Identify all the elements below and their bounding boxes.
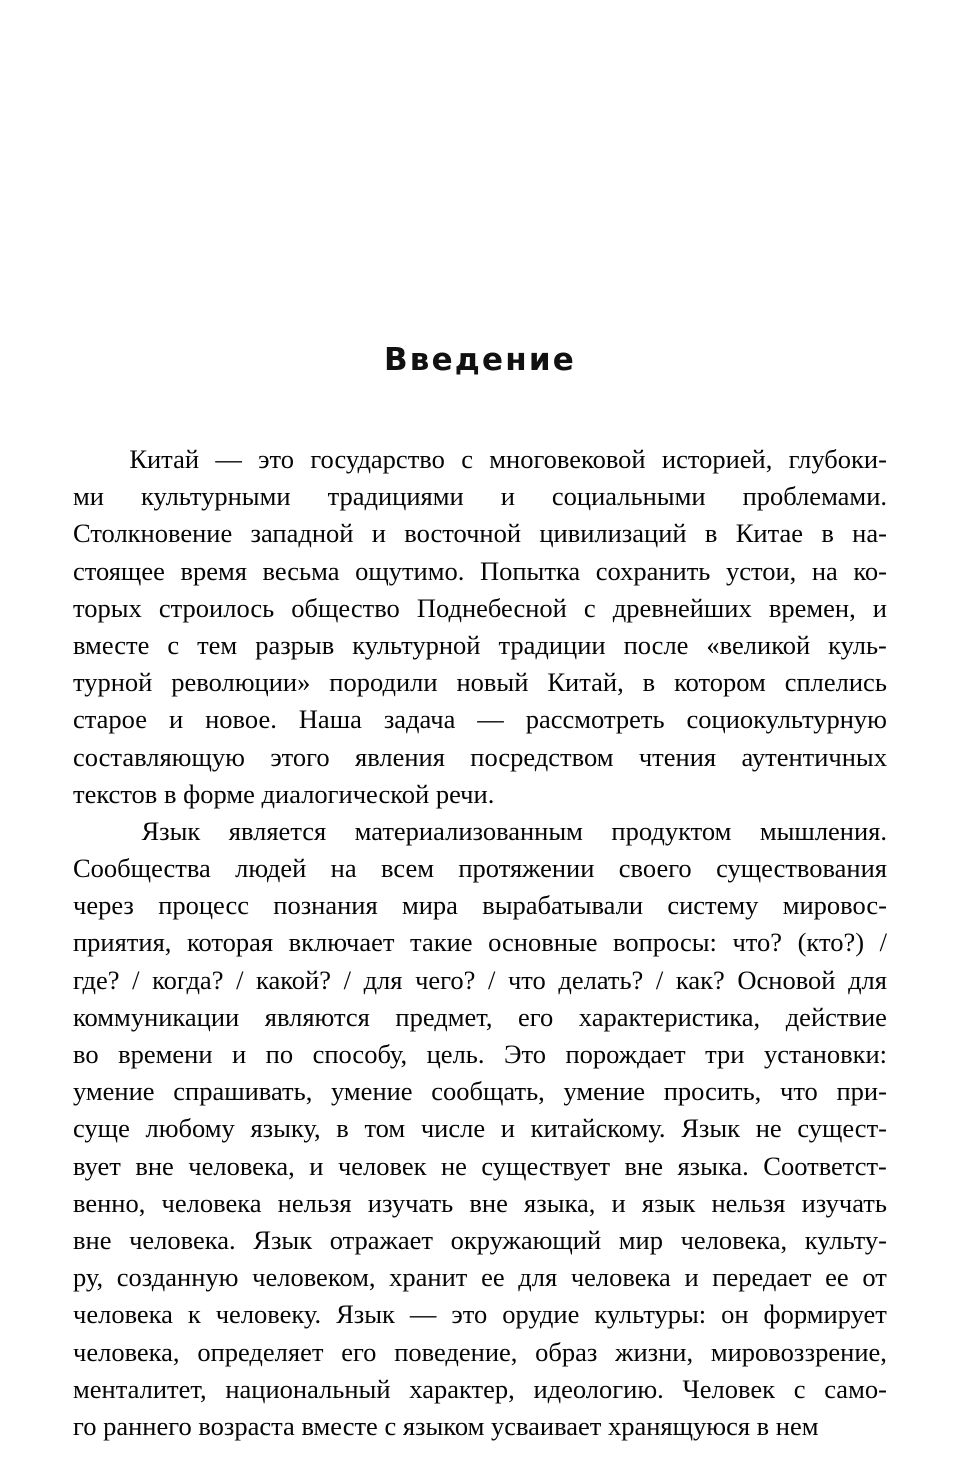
word: культурной bbox=[352, 629, 481, 660]
word: общество bbox=[291, 592, 400, 623]
word: историей, bbox=[661, 444, 773, 474]
word: человек bbox=[337, 1150, 427, 1181]
word: действие bbox=[785, 1001, 887, 1032]
word: три bbox=[705, 1039, 745, 1069]
paragraph-1 bbox=[73, 441, 887, 813]
word: / bbox=[655, 964, 664, 995]
word: Язык bbox=[681, 1113, 741, 1144]
word: государство bbox=[310, 444, 445, 474]
word: чего? bbox=[415, 964, 476, 995]
word: с bbox=[583, 592, 596, 623]
word: при- bbox=[836, 1076, 887, 1107]
word: торых bbox=[73, 592, 142, 623]
word: всем bbox=[381, 853, 434, 884]
word: его bbox=[518, 1001, 554, 1032]
word: человека, bbox=[188, 1150, 295, 1181]
word: и bbox=[231, 1039, 247, 1069]
word: просить, bbox=[663, 1076, 762, 1107]
word: на- bbox=[852, 518, 887, 549]
word: образ bbox=[535, 1336, 598, 1367]
word: поведение, bbox=[394, 1336, 518, 1367]
word: ее bbox=[481, 1262, 505, 1293]
word: человека. bbox=[129, 1224, 236, 1255]
word: установки: bbox=[763, 1039, 887, 1069]
word: диалогической bbox=[261, 778, 436, 809]
word: сохранить bbox=[595, 555, 711, 586]
word: текстов bbox=[73, 778, 164, 809]
word: хранит bbox=[389, 1262, 468, 1293]
word: языка, bbox=[524, 1187, 596, 1218]
word: Человек bbox=[682, 1373, 775, 1404]
word: человеком, bbox=[252, 1262, 376, 1293]
word: к bbox=[187, 1299, 201, 1330]
word: разрыв bbox=[255, 629, 335, 660]
word: мировос- bbox=[782, 890, 887, 921]
word: старое bbox=[73, 704, 148, 735]
word: что bbox=[780, 1076, 818, 1107]
word: / bbox=[879, 927, 887, 958]
word: Сообщества bbox=[73, 853, 211, 884]
text-line bbox=[73, 1371, 887, 1408]
word: и bbox=[500, 1113, 515, 1144]
word: языка. bbox=[677, 1150, 749, 1181]
word: окружающий bbox=[450, 1224, 602, 1255]
word: умение bbox=[563, 1076, 646, 1107]
word: возраста bbox=[198, 1410, 302, 1441]
word: / bbox=[132, 964, 140, 995]
word: и bbox=[371, 518, 386, 549]
word: человека, bbox=[680, 1224, 788, 1255]
word: Столкновение bbox=[73, 518, 233, 549]
word: усваивает bbox=[490, 1410, 608, 1441]
word: человека bbox=[73, 1299, 173, 1330]
word: в bbox=[756, 1410, 776, 1441]
word: идеологию. bbox=[533, 1373, 664, 1404]
word: основные bbox=[488, 927, 598, 958]
text-line bbox=[73, 1148, 887, 1185]
text-line bbox=[73, 701, 887, 738]
word: не bbox=[440, 1150, 467, 1181]
text-line bbox=[73, 776, 887, 813]
word: делать? bbox=[558, 964, 644, 995]
word: спрашивать, bbox=[173, 1076, 313, 1107]
word: ру, bbox=[73, 1262, 104, 1293]
word: орудие bbox=[502, 1299, 580, 1330]
word: Поднебесной bbox=[416, 592, 567, 623]
word: мировоззрение, bbox=[710, 1336, 887, 1367]
text-line bbox=[73, 515, 887, 552]
word: продуктом bbox=[611, 815, 732, 846]
word: западной bbox=[250, 518, 354, 549]
text-line bbox=[73, 553, 887, 590]
word: Основой bbox=[737, 964, 836, 995]
word: вместе bbox=[301, 1410, 385, 1441]
word: ее bbox=[825, 1262, 849, 1293]
word: вне bbox=[469, 1187, 508, 1218]
word: которая bbox=[186, 927, 274, 958]
text-line bbox=[73, 627, 887, 664]
word: вырабатывали bbox=[482, 890, 644, 921]
text-line bbox=[73, 664, 887, 701]
word: являются bbox=[264, 1001, 370, 1032]
word: котором bbox=[674, 667, 766, 698]
word: Китае bbox=[735, 518, 804, 549]
text-line bbox=[73, 590, 887, 627]
word: формирует bbox=[763, 1299, 887, 1330]
word: мир bbox=[618, 1224, 663, 1255]
word: где? bbox=[73, 964, 120, 995]
text-line bbox=[73, 1259, 887, 1296]
word: языком bbox=[402, 1410, 491, 1441]
word: по bbox=[265, 1039, 294, 1069]
word: для bbox=[848, 964, 887, 995]
word: в bbox=[821, 518, 834, 549]
word: в bbox=[642, 667, 656, 698]
paragraph-2 bbox=[73, 813, 887, 1445]
word: времен, bbox=[768, 592, 856, 623]
text-line bbox=[73, 999, 887, 1036]
word: после bbox=[623, 629, 689, 660]
word: с bbox=[461, 444, 473, 474]
word: сообщать, bbox=[431, 1076, 545, 1107]
word: чтения bbox=[638, 741, 717, 772]
word: мира bbox=[401, 890, 458, 921]
word: людей bbox=[235, 853, 307, 884]
text-line bbox=[73, 1408, 887, 1445]
word: это bbox=[258, 444, 295, 474]
word: изучать bbox=[801, 1187, 887, 1218]
word: многовековой bbox=[489, 444, 646, 474]
word: Это bbox=[504, 1039, 546, 1069]
word: это bbox=[451, 1299, 488, 1330]
word: языку, bbox=[250, 1113, 321, 1144]
word: в bbox=[704, 518, 718, 549]
word: своего bbox=[618, 853, 692, 884]
word: ощутимо. bbox=[355, 555, 465, 586]
word: этого bbox=[270, 741, 330, 772]
word: Язык bbox=[253, 1224, 313, 1255]
word: не bbox=[755, 1113, 782, 1144]
word: умение bbox=[331, 1076, 413, 1107]
word: с bbox=[793, 1373, 806, 1404]
word: что? bbox=[732, 927, 783, 958]
word: рассмотреть bbox=[525, 704, 665, 735]
word: ко- bbox=[853, 555, 887, 586]
text-line bbox=[73, 441, 887, 478]
word: существует bbox=[481, 1150, 611, 1181]
word: традициями bbox=[327, 481, 464, 512]
text-line bbox=[73, 1296, 887, 1333]
word: в bbox=[336, 1113, 349, 1144]
word: строилось bbox=[158, 592, 275, 623]
word: породили bbox=[329, 667, 438, 698]
word: жизни, bbox=[615, 1336, 694, 1367]
word: созданную bbox=[116, 1262, 239, 1293]
word: мышления. bbox=[759, 815, 887, 846]
word: протяжении bbox=[458, 853, 595, 884]
word: стоящее bbox=[73, 555, 165, 586]
word: нельзя bbox=[277, 1187, 352, 1218]
word: само- bbox=[824, 1373, 887, 1404]
word: ми bbox=[73, 481, 104, 512]
word: задача bbox=[383, 704, 456, 735]
word: систему bbox=[667, 890, 759, 921]
word: / bbox=[236, 964, 244, 995]
text-line bbox=[73, 1222, 887, 1259]
body-text-block bbox=[73, 441, 887, 1445]
word: и bbox=[168, 704, 184, 735]
word: Китай bbox=[129, 444, 200, 474]
text-line bbox=[73, 962, 887, 999]
word: форме bbox=[183, 778, 262, 809]
word: изучать bbox=[367, 1187, 454, 1218]
word: составляющую bbox=[73, 741, 245, 772]
word: человеку. bbox=[215, 1299, 322, 1330]
word: Соответст- bbox=[763, 1150, 887, 1181]
word: восточной bbox=[404, 518, 522, 549]
word: Язык bbox=[141, 815, 201, 846]
word: для bbox=[518, 1262, 558, 1293]
word: китайскому. bbox=[530, 1113, 666, 1144]
word: в bbox=[163, 778, 184, 809]
text-line bbox=[73, 1036, 887, 1073]
text-line bbox=[73, 478, 887, 515]
text-line bbox=[73, 1073, 887, 1110]
word: национальный bbox=[225, 1373, 391, 1404]
word: является bbox=[228, 815, 327, 846]
word: человека, bbox=[73, 1336, 180, 1367]
word: нельзя bbox=[711, 1187, 786, 1218]
word: характер, bbox=[409, 1373, 515, 1404]
word: сплелись bbox=[784, 667, 887, 698]
word: аутентичных bbox=[741, 741, 887, 772]
word: умение bbox=[73, 1076, 155, 1107]
word: передает bbox=[712, 1262, 812, 1293]
word: суще bbox=[73, 1113, 130, 1144]
word: вне bbox=[624, 1150, 664, 1181]
word: устои, bbox=[725, 555, 797, 586]
text-line bbox=[73, 924, 887, 961]
word: раннего bbox=[103, 1410, 199, 1441]
word: новый bbox=[456, 667, 529, 698]
word: на bbox=[330, 853, 357, 884]
word: культуры: bbox=[594, 1299, 707, 1330]
text-line bbox=[73, 739, 887, 776]
word: его bbox=[341, 1336, 377, 1367]
word: время bbox=[180, 555, 247, 586]
word: язык bbox=[641, 1187, 696, 1218]
word: что bbox=[507, 964, 546, 995]
word: способу, bbox=[312, 1039, 408, 1069]
word: том bbox=[364, 1113, 406, 1144]
word: существования bbox=[716, 853, 887, 884]
word: Попытка bbox=[479, 555, 581, 586]
word: революции» bbox=[171, 667, 311, 698]
word: Китай, bbox=[547, 667, 624, 698]
word: — bbox=[409, 1299, 437, 1330]
word: го bbox=[73, 1410, 104, 1441]
page-title: Введение bbox=[383, 341, 577, 378]
word: как? bbox=[675, 964, 725, 995]
word: культурными bbox=[140, 481, 291, 512]
word: вопросы: bbox=[613, 927, 717, 958]
word: отражает bbox=[329, 1224, 433, 1255]
word: с bbox=[384, 1410, 403, 1441]
text-line bbox=[73, 1110, 887, 1147]
word: с bbox=[167, 629, 180, 660]
word: вне bbox=[135, 1150, 174, 1181]
word: характеристика, bbox=[578, 1001, 761, 1032]
word: Язык bbox=[336, 1299, 395, 1330]
word: и bbox=[500, 481, 515, 512]
word: приятия, bbox=[73, 927, 172, 958]
word: на bbox=[811, 555, 838, 586]
text-line bbox=[73, 813, 887, 850]
word: венно, bbox=[73, 1187, 146, 1218]
word: новое. bbox=[205, 704, 277, 735]
text-line bbox=[73, 850, 887, 887]
word: / bbox=[487, 964, 496, 995]
word: социальными bbox=[551, 481, 706, 512]
word: явления bbox=[355, 741, 445, 772]
word: времени bbox=[118, 1039, 213, 1069]
word: нем bbox=[775, 1410, 819, 1441]
word: какой? bbox=[256, 964, 331, 995]
text-line bbox=[73, 1334, 887, 1371]
word: познания bbox=[273, 890, 378, 921]
word: включает bbox=[288, 927, 395, 958]
word: такие bbox=[410, 927, 473, 958]
word: любому bbox=[145, 1113, 235, 1144]
word: определяет bbox=[197, 1336, 324, 1367]
word: древнейших bbox=[612, 592, 752, 623]
word: порождает bbox=[565, 1039, 686, 1069]
word: вует bbox=[73, 1150, 121, 1181]
word: через bbox=[73, 890, 134, 921]
text-line bbox=[73, 887, 887, 924]
word: весьма bbox=[262, 555, 340, 586]
word: сущест- bbox=[797, 1113, 887, 1144]
word: хранящуюся bbox=[607, 1410, 757, 1441]
word: глубоки- bbox=[788, 444, 887, 474]
word: цель. bbox=[426, 1039, 485, 1069]
word: и bbox=[872, 592, 887, 623]
word: (кто?) bbox=[797, 927, 865, 958]
word: традиции bbox=[498, 629, 606, 660]
word: вместе bbox=[73, 629, 150, 660]
word: цивилизаций bbox=[539, 518, 687, 549]
word: социокультурную bbox=[686, 704, 887, 735]
word: процесс bbox=[158, 890, 249, 921]
word: предмет, bbox=[395, 1001, 493, 1032]
word: он bbox=[721, 1299, 749, 1330]
word: коммуникации bbox=[73, 1001, 240, 1032]
word: «великой bbox=[706, 629, 811, 660]
word: проблемами. bbox=[742, 481, 887, 512]
word: человека bbox=[161, 1187, 262, 1218]
word: речи. bbox=[435, 778, 495, 809]
word: и bbox=[309, 1150, 324, 1181]
word: куль- bbox=[828, 629, 887, 660]
text-line bbox=[73, 1185, 887, 1222]
word: человека bbox=[570, 1262, 671, 1293]
word: и bbox=[684, 1262, 699, 1293]
word: числе bbox=[420, 1113, 486, 1144]
word: / bbox=[343, 964, 351, 995]
word: во bbox=[73, 1039, 99, 1069]
word: от bbox=[862, 1262, 887, 1293]
word: — bbox=[477, 704, 504, 735]
word: посредством bbox=[470, 741, 614, 772]
word: Наша bbox=[298, 704, 362, 735]
word: и bbox=[611, 1187, 626, 1218]
word: тем bbox=[197, 629, 238, 660]
word: менталитет, bbox=[73, 1373, 207, 1404]
word: для bbox=[363, 964, 403, 995]
word: культу- bbox=[804, 1224, 887, 1255]
word: вне bbox=[73, 1224, 112, 1255]
word: турной bbox=[73, 667, 153, 698]
word: когда? bbox=[152, 964, 224, 995]
word: материализованным bbox=[354, 815, 583, 846]
word: — bbox=[215, 444, 242, 474]
